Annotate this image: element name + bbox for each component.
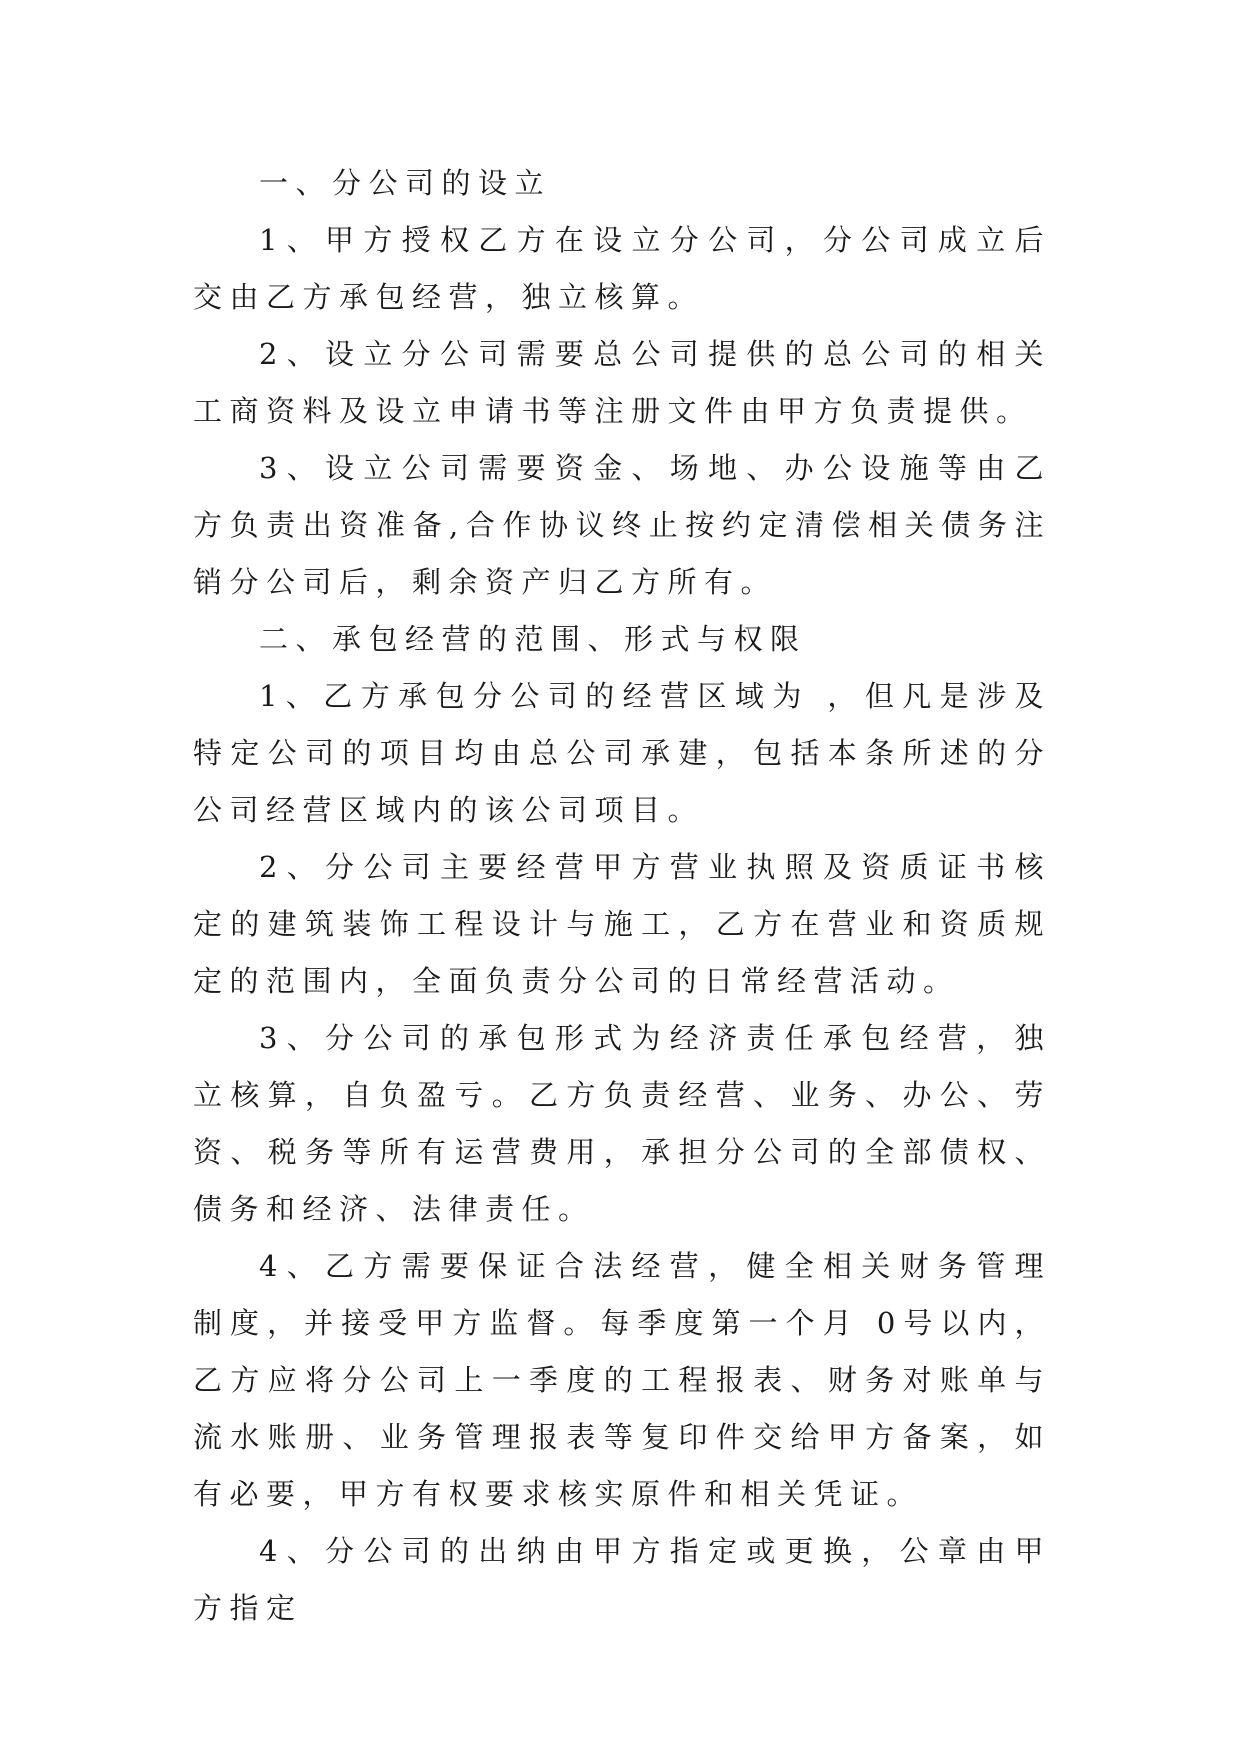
- clause-2-4b: 4、分公司的出纳由甲方指定或更换，公章由甲方指定: [193, 1534, 1051, 1625]
- document-body: [193, 155, 1051, 1637]
- section-heading-scope: 二、承包经营的范围、形式与权限: [259, 622, 807, 656]
- section-heading-establishment: 一、分公司的设立: [259, 166, 552, 200]
- clause-1-2: 2、设立分公司需要总公司提供的总公司的相关工商资料及设立申请书等注册文件由甲方负责提供。: [193, 337, 1051, 428]
- clause-2-3: 3、分公司的承包形式为经济责任承包经营，独立核算，自负盈亏。乙方负责经营、业务、办公、劳资、税务等所有运营费用，承担分公司的全部债权、债务和经济、法律责任。: [193, 1021, 1051, 1226]
- clause-1-1: 1、甲方授权乙方在设立分公司，分公司成立后交由乙方承包经营，独立核算。: [193, 223, 1051, 314]
- clause-2-1: 1、乙方承包分公司的经营区域为 ，但凡是涉及特定公司的项目均由总公司承建，包括本条所述的分公司经营区域内的该公司项目。: [193, 679, 1051, 827]
- clause-2-4: 4、乙方需要保证合法经营，健全相关财务管理制度，并接受甲方监督。每季度第一个月 0号以内，乙方应将分公司上一季度的工程报表、财务对账单与流水账册、业务管理报表等复印件交给甲方备案，如有必要，甲方有权要求核实原件和相关凭证。: [193, 1249, 1051, 1511]
- clause-1-3: 3、设立公司需要资金、场地、办公设施等由乙方负责出资准备,合作协议终止按约定清偿相关债务注销分公司后，剩余资产归乙方所有。: [193, 451, 1051, 599]
- clause-2-2: 2、分公司主要经营甲方营业执照及资质证书核定的建筑装饰工程设计与施工，乙方在营业和资质规定的范围内，全面负责分公司的日常经营活动。: [193, 850, 1051, 998]
